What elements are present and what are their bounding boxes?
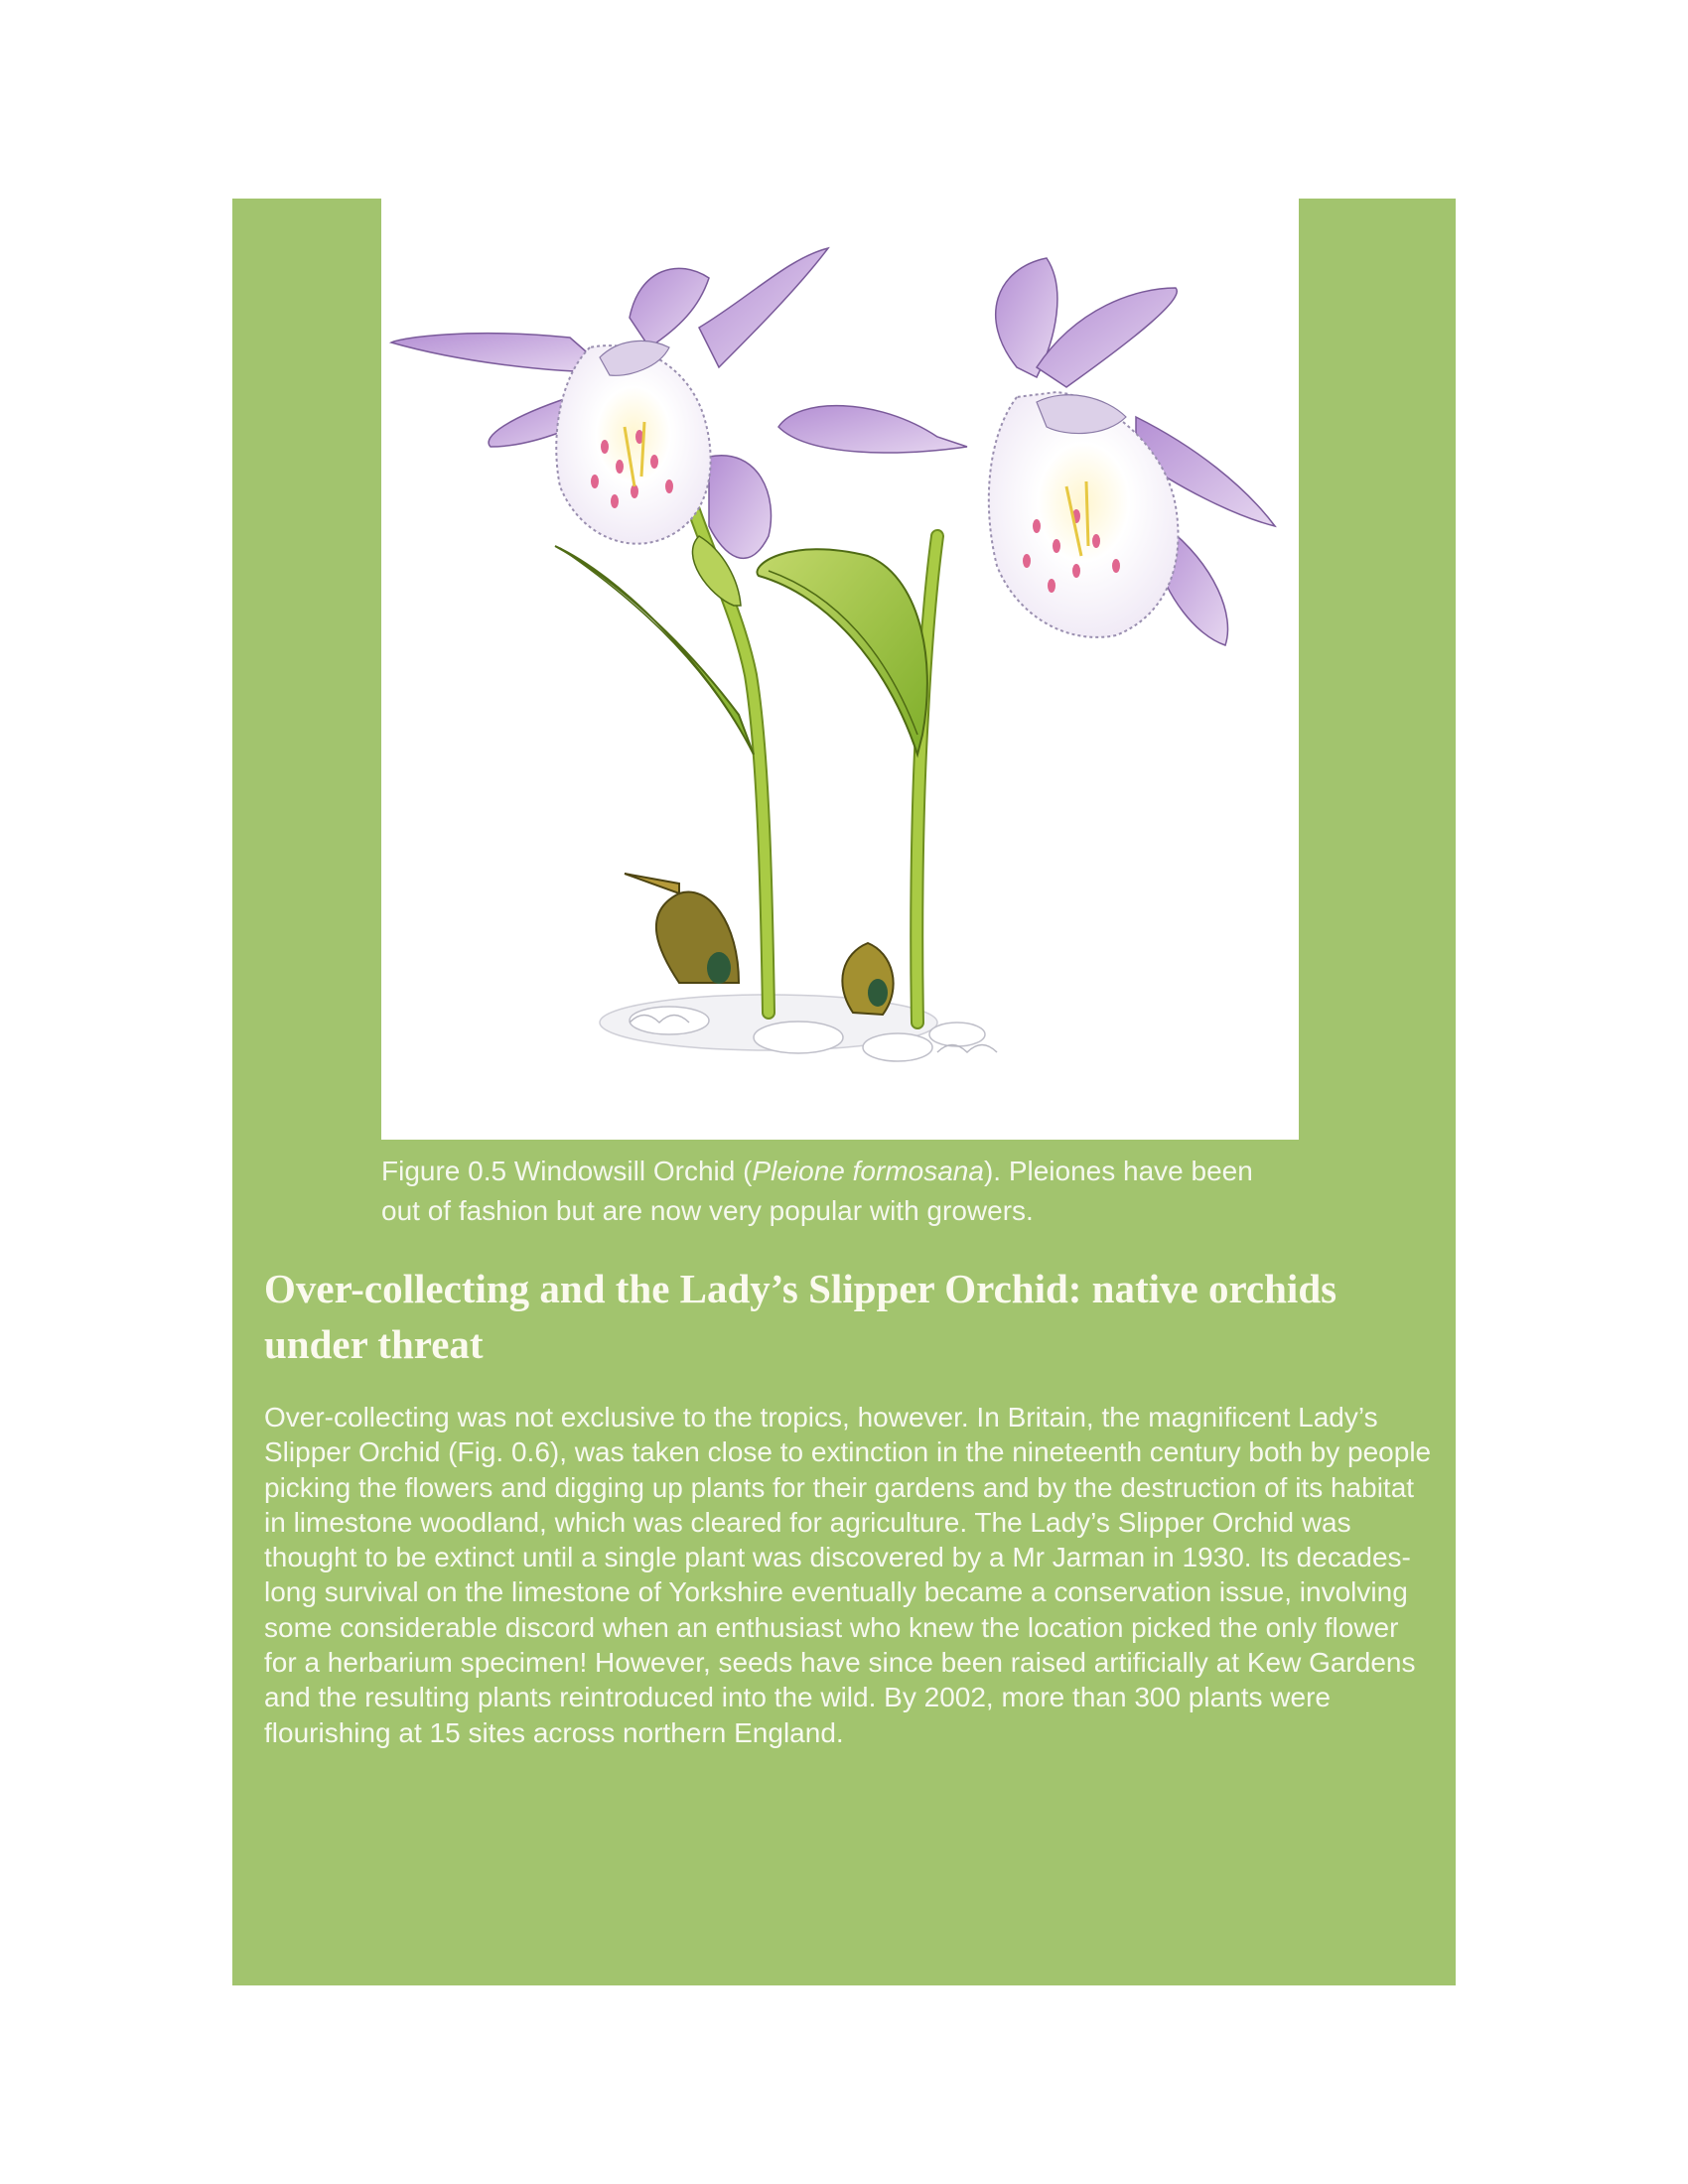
caption-species-name: Pleione formosana — [752, 1156, 984, 1186]
figure-caption — [381, 1152, 1299, 1231]
ground-pebbles — [600, 995, 997, 1061]
pseudobulbs — [625, 874, 894, 1015]
content-panel — [232, 199, 1456, 1985]
caption-prefix: Figure 0.5 Windowsill Orchid ( — [381, 1156, 753, 1186]
caption-suffix: ). Pleiones have been out of fashion but are now very popular with growers. — [381, 1156, 1253, 1226]
section-body-paragraph: Over-collecting was not exclusive to the tropics, however. In Britain, the magnificent Lady’s Slipper Orchid (Fig. 0.6), was taken close to extinction in the nineteenth century both by people picking the flowers and digging up plants for their gardens and by the destruction of its habitat in limestone woodland, which was cleared for agriculture. The Lady’s Slipper Orchid was thought to be extinct until a single plant was discovered by a Mr Jarman in 1930. Its decades-long survival on the limestone of Yorkshire eventually became a conservation issue, involving some considerable discord when an enthusiast who knew the location picked the only flower for a herbarium specimen! However, seeds have since been raised artificially at Kew Gardens and the resulting plants reintroduced into the wild. By 2002, more than 300 plants were flourishing at 15 sites across northern England. — [264, 1402, 1432, 1748]
section-heading: Over-collecting and the Lady’s Slipper Orchid: native orchids under threat — [264, 1266, 1337, 1367]
left-flower — [391, 248, 828, 558]
figure-image — [381, 199, 1299, 1140]
orchid-illustration — [381, 199, 1299, 1140]
